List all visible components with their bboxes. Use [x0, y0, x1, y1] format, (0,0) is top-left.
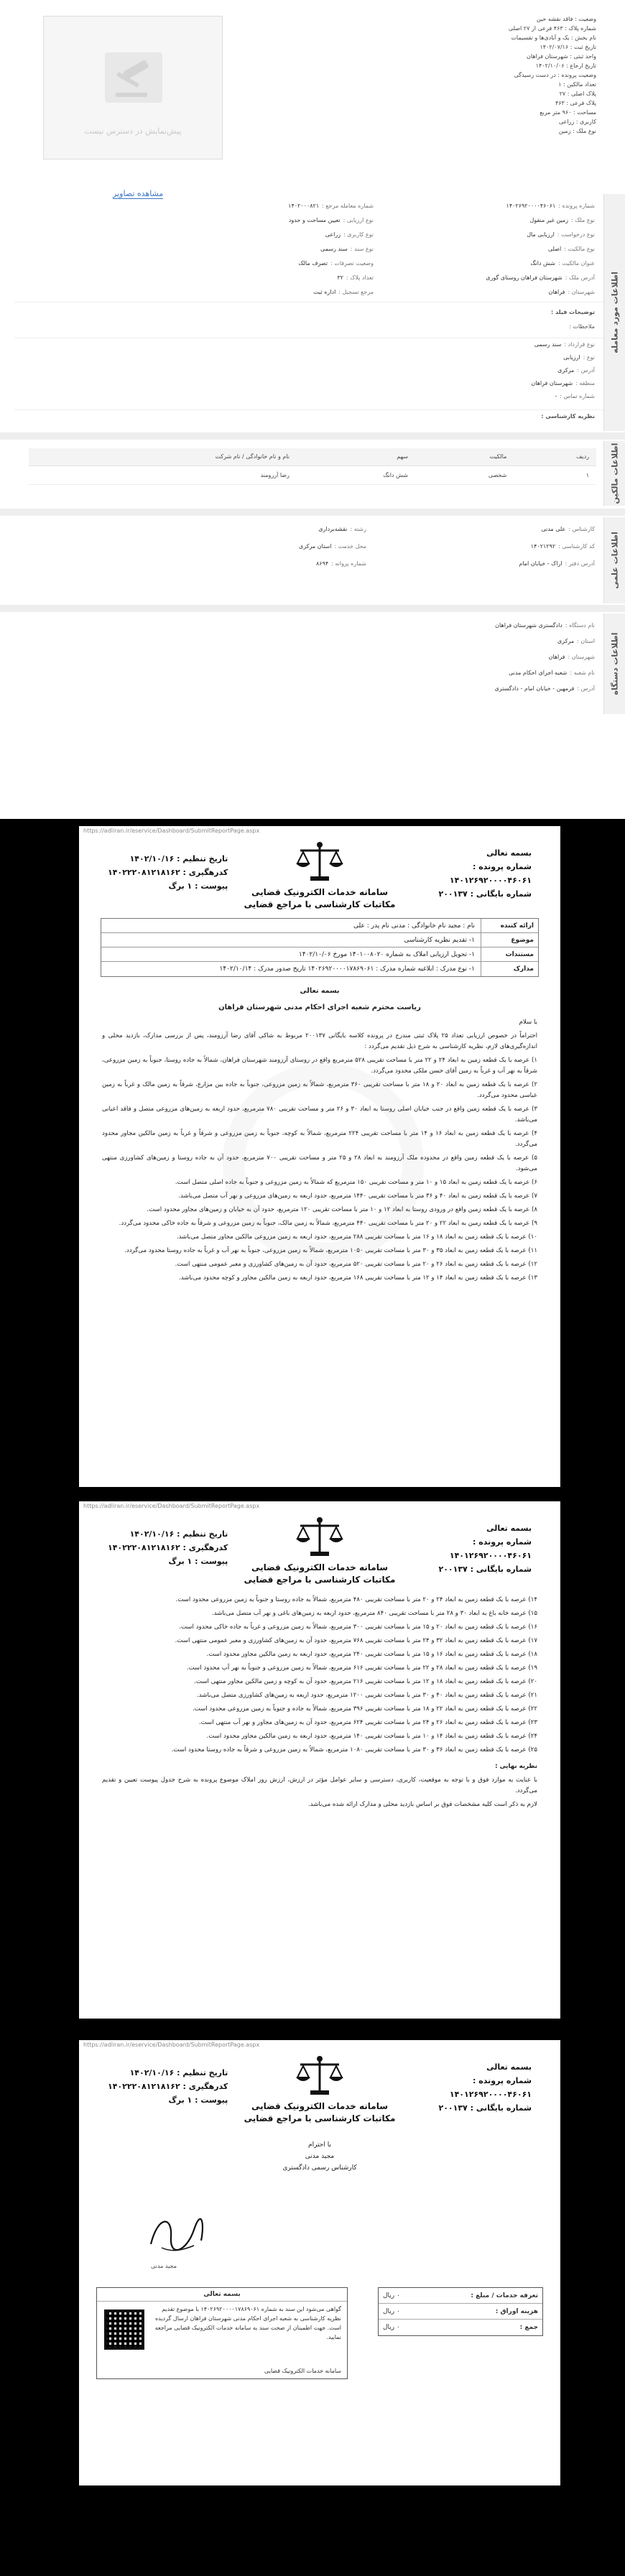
case-number-block — [438, 1521, 532, 1576]
field-label: نوع سند : — [350, 246, 374, 252]
letterhead — [79, 836, 560, 915]
report-item: ۲۰) عرصه با یک قطعه زمین به ابعاد ۱۸ و ۱۲ متر با مساحت تقریبی ۲۱۶ مترمربع، حدود آن به کوچه و زمین مالکین مجاور منتهی است. — [194, 1678, 537, 1685]
report-item: ۱۴) عرصه با یک قطعه زمین به ابعاد ۲۴ و ۲۰ متر با مساحت تقریبی ۴۸۰ مترمربع، شمالاً به جاده روستا و جنوباً به زمین مزروعی محدود است. — [175, 1596, 537, 1603]
letterhead-line: پیوست : ۱ برگ — [168, 2095, 228, 2105]
letterhead — [79, 2050, 560, 2129]
letterhead-line: شماره پرونده : — [473, 2076, 532, 2085]
property-field: تاریخ ارجاع : ۱۴۰۲/۱۰/۰۶ — [535, 62, 596, 69]
field-label: منطقه : — [575, 380, 595, 386]
case-info-sidebar-label: اطلاعات مورد معامله — [610, 272, 619, 353]
report-body — [79, 1590, 560, 1810]
meta-key: مستندات — [481, 948, 538, 961]
fee-value: ۰ ریال — [383, 2324, 400, 2331]
field-value: اصلی — [547, 246, 562, 252]
property-field: پلاک فرعی : ۴۶۳ — [555, 100, 596, 106]
property-field: تعداد مالکین : ۱ — [558, 81, 596, 88]
field-label: شماره پرونده : — [558, 203, 595, 209]
view-photos-link[interactable]: مشاهده تصاویر — [113, 189, 164, 198]
report-item: ۱۰) عرصه با یک قطعه زمین به ابعاد ۱۸ و ۱۶ متر با مساحت تقریبی ۲۸۸ مترمربع، حدود اربعه به زمین مزروعی مالکین مجاور متصل می‌باشد. — [176, 1233, 537, 1241]
letterhead-line: بسمه تعالی — [486, 2062, 532, 2072]
info-field — [486, 274, 595, 281]
info-field — [337, 274, 374, 281]
field-label: شماره معامله مرجع : — [322, 203, 374, 209]
agency-section — [0, 613, 603, 714]
closing-note: لازم به ذکر است کلیه مشخصات فوق بر اساس بازدید محلی و مدارک ارائه شده می‌باشد. — [307, 1801, 537, 1808]
field-value: تصرف مالک — [298, 260, 328, 267]
office-sidebar-label: اطلاعات علمی — [610, 532, 619, 589]
field-value: شهرستان فراهان روستای گوری — [486, 274, 562, 281]
report-item: ۲) عرصه با یک قطعه زمین به ابعاد ۲۰ و ۱۸ متر با مساحت تقریبی ۳۶۰ مترمربع، شمالاً به زمین مزروعی، جنوباً به جاده بین مزارع، شرقاً به زمین مالک و غرباً به زمین عباسی محدود می‌گردد. — [102, 1081, 538, 1099]
info-field — [316, 560, 366, 567]
info-field — [506, 203, 595, 209]
field-value: ۳۲ — [337, 274, 343, 281]
field-label: شهرستان : — [568, 654, 595, 660]
letterhead-line: ۱۴۰۱۲۶۹۲۰۰۰۰۴۶۰۶۱ — [449, 2090, 532, 2099]
property-field: شماره پلاک : ۴۶۳ فرعی از ۲۷ اصلی — [508, 25, 596, 32]
field-value: شهرستان فراهان — [531, 380, 573, 386]
field-label: شماره پروانه : — [331, 560, 366, 567]
meta-key: موضوع — [481, 933, 538, 947]
table-cell: رضا آرزومند — [29, 465, 297, 484]
info-field — [530, 217, 595, 223]
field-label: نام شعبه : — [570, 670, 595, 676]
section-divider — [0, 605, 625, 612]
judiciary-logo-block — [212, 1516, 427, 1586]
property-field: واحد ثبتی : شهرستان فراهان — [526, 53, 596, 60]
property-field: تاریخ ثبت : ۱۴۰۲/۰۷/۱۶ — [540, 44, 596, 50]
field-label: شماره تماس : — [560, 393, 595, 399]
letterhead-line: بسمه تعالی — [486, 848, 532, 858]
regards-text: با احترام — [308, 2141, 331, 2149]
info-field — [557, 367, 595, 374]
letterhead-line: پیوست : ۱ برگ — [168, 1557, 228, 1566]
report-item: ۱) عرصه با یک قطعه زمین به ابعاد ۲۴ و ۲۲ متر با مساحت تقریبی ۵۲۸ مترمربع واقع در روستای آرزومند شهرستان فراهان، شمالاً به جاده روستا، جنوباً به زمین مزروعی، شرقاً به نهر آب و غرباً به زمین آقای حسن ملکی محدود می‌گردد. — [102, 1057, 537, 1075]
office-section — [0, 517, 603, 603]
conclusion-title: نظریه نهایی : — [495, 1763, 537, 1770]
case-number-block — [438, 2060, 532, 2115]
column-header: نام و نام خانوادگی / نام شرکت — [29, 448, 297, 465]
organization-name: مکاتبات کارشناسی با مراجع قضایی — [244, 899, 396, 909]
judiciary-logo-block — [212, 840, 427, 911]
gavel-image-icon — [101, 45, 166, 110]
letterhead-line: تاریخ تنظیم : ۱۴۰۲/۱۰/۱۶ — [129, 1529, 228, 1539]
tracking-block — [108, 852, 228, 893]
report-item: ۱۸) عرصه با یک قطعه زمین به ابعاد ۱۶ و ۱۵ متر با مساحت تقریبی ۲۴۰ مترمربع، حدود اربعه به زمین مالکین مجاور محدود است. — [206, 1651, 537, 1658]
signer-name: مجید مدنی — [305, 2153, 335, 2160]
field-value: ۱۴۰۲۱۲۹۲ — [530, 543, 556, 550]
report-item: ۱۶) عرصه با یک قطعه زمین به ابعاد ۲۰ و ۱۵ متر با مساحت تقریبی ۳۰۰ مترمربع، شمالاً به زمین مزروعی و غرباً به جاده خاکی محدود است. — [179, 1623, 537, 1631]
case-number-block — [438, 846, 532, 901]
field-value: مرکزی — [557, 367, 575, 374]
field-value: شش دانگ — [530, 260, 555, 267]
field-value: - — [555, 393, 557, 399]
report-item: ۱۳) عرصه با یک قطعه زمین به ابعاد ۱۴ و ۱۲ متر با مساحت تقریبی ۱۶۸ مترمربع، حدود اربعه به زمین مالکین مجاور و کوچه محدود می‌باشد. — [178, 1274, 537, 1282]
info-field — [563, 354, 595, 361]
signature-text — [79, 2139, 560, 2174]
field-value: ۱۴۰۲۰۰۰۸۲۱ — [288, 203, 320, 209]
fee-value: ۰ ریال — [383, 2292, 400, 2299]
report-item: ۱۵) عرصه خانه باغ به ابعاد ۳۰ و ۲۸ متر با مساحت تقریبی ۸۴۰ مترمربع، حدود اربعه به زمین‌های باغی و نهر آب متصل می‌باشد. — [211, 1610, 537, 1617]
print-url: https://adliran.ir/eservice/Dashboard/SubmitReportPage.aspx — [83, 828, 260, 834]
field-value: ۱۴۰۲۶۹۲۰۰۰۰۴۶۰۶۱ — [506, 203, 556, 209]
field-value: ارزیابی مال — [527, 231, 555, 238]
meta-value: ۱- نوع مدرک : ابلاغیه شماره مدرک : ۱۴۰۲۶۹۲۰۰۰۰۱۷۸۶۹۰۶۱ تاریخ صدور مدرک : ۱۴۰۲/۱۰/۱۴ — [219, 965, 475, 973]
verification-text: گواهی می‌شود این سند به شماره ۱۴۰۲۶۹۲۰۰۰۰۱۷۸۶۹۰۶۱ با موضوع تقدیم نظریه کارشناسی به شعبه اجرای احکام مدنی شهرستان فراهان ارسال گردیده است. جهت اطمینان از صحت سند به سامانه خدمات الکترونیک قضایی مراجعه نمایید. — [154, 2306, 341, 2340]
watermark-seal — [223, 1063, 424, 1264]
tracking-block — [108, 2066, 228, 2107]
qr-code-icon — [104, 2309, 144, 2350]
field-label: عنوان مالکیت : — [557, 260, 595, 267]
owners-sidebar — [603, 441, 625, 506]
report-item: ۶) عرصه با یک قطعه زمین به ابعاد ۱۵ و ۱۰ متر و مساحت تقریبی ۱۵۰ مترمربع که شمالاً به زمین مزروعی و جنوباً به جاده اصلی متصل است. — [175, 1179, 537, 1186]
report-item: ۹) عرصه با یک قطعه زمین به ابعاد ۲۲ و ۲۰ متر با مساحت تقریبی ۴۴۰ مترمربع، شمالاً به زمین مالک، جنوباً به زمین مزروعی و شرقاً به جاده خاکی محدود می‌گردد. — [119, 1220, 537, 1227]
organization-name: مکاتبات کارشناسی با مراجع قضایی — [244, 1575, 396, 1585]
property-field: وضعیت : فاقد نقشه حین — [536, 16, 596, 22]
report-sheet-3 — [79, 2040, 560, 2485]
footer-boxes — [96, 2287, 543, 2388]
table-cell: شش دانگ — [297, 465, 415, 484]
fee-label: هزینه اوراق : — [495, 2307, 538, 2315]
meta-key: مدارک — [481, 962, 538, 976]
field-label: نوع ارزیابی : — [343, 217, 374, 223]
fee-value: ۰ ریال — [383, 2307, 400, 2315]
fee-row — [379, 2288, 542, 2304]
field-value: تعیین مساحت و حدود — [288, 217, 341, 223]
owners-table — [29, 448, 596, 485]
recipient-title: ریاست محترم شعبه اجرای احکام مدنی شهرستان فراهان — [218, 1004, 421, 1011]
info-field — [557, 638, 595, 644]
column-header: سهم — [297, 448, 415, 465]
field-value: شعبه اجرای احکام مدنی — [509, 670, 568, 676]
report-item: ۲۳) عرصه با یک قطعه زمین به ابعاد ۲۶ و ۲۴ متر با مساحت تقریبی ۶۲۴ مترمربع، حدود آن به زمین‌های مجاور و نهر آب منتهی است. — [198, 1719, 537, 1726]
letterhead-line: ۱۴۰۱۲۶۹۲۰۰۰۰۴۶۰۶۱ — [449, 876, 532, 885]
info-field — [298, 260, 374, 267]
intro-paragraph: احتراماً در خصوص ارزیابی تعداد ۲۵ پلاک ثبتی مندرج در پرونده کلاسه بایگانی ۲۰۰۱۳۷ مربوط به شاکی آقای رضا آرزومند، پس از بررسی مدارک، بازدید محلی و اندازه‌گیری‌های لازم، نظریه کارشناسی به شرح ذیل تقدیم می‌گردد : — [102, 1032, 537, 1050]
table-cell: ۱ — [514, 465, 596, 484]
letterhead-line: پیوست : ۱ برگ — [168, 881, 228, 891]
report-item: ۲۴) عرصه با یک قطعه زمین به ابعاد ۱۴ و ۱۰ متر با مساحت تقریبی ۱۴۰ مترمربع، حدود اربعه به زمین مالکین مجاور محدود است. — [206, 1733, 537, 1740]
info-field — [549, 654, 595, 660]
report-item: ۲۵) عرصه با یک قطعه زمین به ابعاد ۳۶ و ۳۰ متر با مساحت تقریبی ۱۰۸۰ مترمربع، شمالاً به زمین مزروعی و شرقاً به جاده روستا محدود است. — [171, 1746, 537, 1753]
agency-sidebar-label: اطلاعات دستگاه — [610, 632, 619, 695]
report-item: ۳) عرصه با یک قطعه زمین واقع در جنب خیابان اصلی روستا به ابعاد ۳۰ و ۲۶ متر و مساحت تقریبی ۷۸۰ مترمربع، حدود اربعه به زمین‌های مزروعی متصل و فاقد اعیانی می‌باشد. — [102, 1106, 537, 1123]
report-item: ۷) عرصه با یک قطعه زمین به ابعاد ۴۰ و ۳۶ متر با مساحت تقریبی ۱۴۴۰ مترمربع، حدود اربعه به زمین‌های مزروعی و نهر آب متصل می‌باشد. — [178, 1192, 537, 1200]
photo-unavailable-caption: پیش‌نمایش در دسترس نیست — [84, 126, 182, 136]
meta-value: ۱- تحویل ارزیابی املاک به شماره ۱۴۰۱۰۰۸۰۲۰ مورخ ۱۴۰۲/۱۰/۰۶ — [298, 950, 475, 958]
field-label: استان : — [577, 638, 595, 644]
section-divider — [0, 509, 625, 516]
scales-of-justice-icon — [293, 1516, 346, 1559]
field-label: نوع ملک : — [570, 217, 595, 223]
info-field — [509, 670, 595, 676]
office-sidebar — [603, 517, 625, 603]
organization-name: سامانه خدمات الکترونیک قضایی — [251, 887, 389, 897]
signer-title: کارشناس رسمی دادگستری — [282, 2164, 357, 2172]
field-label: نوع کاربری : — [343, 231, 374, 238]
field-value: استان مرکزی — [299, 543, 332, 550]
field-value: ۸۶۹۴ — [315, 560, 329, 567]
property-field: مساحت : ۹۶۰ متر مربع — [540, 109, 596, 116]
field-label: نوع قرارداد : — [564, 341, 595, 348]
report-items — [102, 1595, 537, 1756]
table-cell: شخصی — [415, 465, 514, 484]
field-value: سند رسمی — [534, 341, 562, 348]
info-field — [318, 526, 366, 532]
column-header: مالکیت — [415, 448, 514, 465]
agency-sidebar — [603, 613, 625, 714]
letterhead — [79, 1511, 560, 1590]
meta-row — [101, 948, 538, 962]
fee-label: جمع : — [519, 2324, 538, 2331]
info-field — [519, 560, 595, 567]
property-field: نوع ملک : زمین — [558, 128, 596, 134]
tracking-block — [108, 1527, 228, 1568]
report-item: ۵) عرصه با یک قطعه زمین واقع در محدوده ملک آرزومند به ابعاد ۲۸ و ۲۵ متر و مساحت تقریبی ۷۰۰ مترمربع، حدود آن به جاده روستا و زمین‌های کشاورزی منتهی می‌شود. — [102, 1154, 537, 1172]
info-field — [531, 543, 595, 550]
field-label: آدرس دفتر : — [565, 560, 595, 567]
meta-key: ارائه کننده — [481, 919, 538, 932]
letterhead-line: تاریخ تنظیم : ۱۴۰۲/۱۰/۱۶ — [129, 854, 228, 863]
field-label: نوع : — [583, 354, 595, 361]
expert-opinion-label: نظریه کارشناسی : — [541, 413, 595, 420]
field-value: مرکزی — [557, 638, 575, 644]
field-label: وضعیت تصرفات : — [330, 260, 374, 267]
field-label: نوع مالکیت : — [564, 246, 595, 252]
letterhead-line: شماره پرونده : — [473, 1537, 532, 1547]
field-label: کد کارشناسی : — [558, 543, 595, 550]
property-field: کاربری : زراعی — [558, 119, 596, 125]
row-divider — [14, 409, 603, 410]
field-value: فراهان — [548, 289, 565, 295]
meta-row — [101, 962, 538, 976]
fee-label: تعرفه خدمات / مبلغ : — [471, 2292, 538, 2299]
column-header: ردیف — [514, 448, 596, 465]
report-item: ۲۱) عرصه با یک قطعه زمین به ابعاد ۴۰ و ۳۰ متر با مساحت تقریبی ۱۲۰۰ مترمربع، حدود اربعه به زمین‌های کشاورزی متصل می‌باشد. — [197, 1692, 537, 1699]
report-item: ۱۱) عرصه با یک قطعه زمین به ابعاد ۳۵ و ۳۰ متر با مساحت تقریبی ۱۰۵۰ مترمربع، شمالاً به زمین مزروعی، جنوباً به نهر آب و غرباً به جاده روستا محدود می‌گردد. — [124, 1247, 537, 1254]
info-field — [527, 231, 595, 238]
field-value: زمین غیر منقول — [529, 217, 568, 223]
field-label: شهرستان : — [568, 289, 595, 295]
info-field — [530, 260, 595, 267]
info-field — [548, 246, 595, 252]
field-value: فراهان — [548, 654, 565, 660]
property-field: نام بخش : یک و آبادی‌ها و تقسیمات — [511, 34, 596, 41]
fee-row — [379, 2304, 542, 2320]
info-field — [534, 341, 595, 348]
report-sheet-2 — [79, 1501, 560, 2019]
info-field — [289, 217, 374, 223]
letterhead-line: شماره بایگانی : ۲۰۰۱۳۷ — [438, 2103, 532, 2113]
field-value: ارزیابی — [563, 354, 580, 361]
scales-of-justice-icon — [293, 2054, 346, 2098]
submission-meta-table — [101, 918, 539, 977]
info-field — [320, 246, 374, 252]
info-field — [313, 289, 374, 295]
field-label: آدرس : — [577, 685, 595, 692]
property-field: پلاک اصلی : ۲۷ — [559, 91, 596, 97]
report-sheet-1 — [79, 826, 560, 1487]
fee-row — [379, 2320, 542, 2335]
field-value: اراک - خیابان امام — [519, 560, 562, 567]
print-url: https://adliran.ir/eservice/Dashboard/SubmitReportPage.aspx — [83, 1503, 260, 1509]
judiciary-logo-block — [212, 2054, 427, 2125]
case-details-panel — [0, 0, 625, 819]
signature-caption: مجید مدنی — [151, 2263, 177, 2269]
table-row[interactable] — [29, 465, 596, 484]
owners-sidebar-label: اطلاعات مالکین — [610, 443, 619, 504]
field-label: نام دستگاه : — [565, 622, 595, 629]
property-field: وضعیت پرونده : در دست رسیدگی — [514, 72, 596, 78]
section-divider — [0, 432, 625, 440]
case-info-sidebar — [603, 194, 625, 431]
info-field — [299, 543, 366, 550]
field-label: محل خدمت : — [334, 543, 366, 550]
field-value: علی مدنی — [541, 526, 566, 532]
field-label: آدرس : — [577, 367, 595, 374]
field-label: نوع درخواست : — [557, 231, 595, 238]
info-field — [549, 289, 595, 295]
case-info-section — [0, 194, 603, 431]
report-item: ۱۲) عرصه با یک قطعه زمین به ابعاد ۲۶ و ۲۰ متر با مساحت تقریبی ۵۲۰ مترمربع، حدود آن به زمین‌های کشاورزی و معبر عمومی منتهی است. — [175, 1261, 537, 1268]
field-value: دادگستری شهرستان فراهان — [495, 622, 562, 629]
letterhead-line: شماره بایگانی : ۲۰۰۱۳۷ — [438, 889, 532, 899]
field-value: زراعی — [325, 231, 341, 238]
field-label: کارشناس : — [568, 526, 595, 532]
letterhead-line: شماره پرونده : — [473, 862, 532, 871]
field-value: سند رسمی — [320, 246, 348, 252]
field-value: نقشه‌برداری — [318, 526, 348, 532]
print-url: https://adliran.ir/eservice/Dashboard/SubmitReportPage.aspx — [83, 2042, 260, 2048]
signature-area — [79, 2129, 560, 2287]
info-field — [531, 380, 595, 386]
field-label: آدرس ملک : — [565, 274, 595, 281]
fees-box — [378, 2287, 543, 2336]
report-item: ۴) عرصه با یک قطعه زمین به ابعاد ۱۶ و ۱۴ متر با مساحت تقریبی ۲۲۴ مترمربع، شمالاً به کوچه، جنوباً به زمین مزروعی و شرقاً و غرباً به زمین مالکین مجاور محدود می‌گردد. — [102, 1130, 537, 1148]
field-label: رشته : — [350, 526, 366, 532]
field-label: مرجع تسجیل : — [338, 289, 374, 295]
verification-title: بسمه تعالی — [97, 2288, 347, 2302]
property-photo-placeholder — [43, 16, 223, 159]
verification-box — [96, 2287, 348, 2379]
organization-name: سامانه خدمات الکترونیک قضایی — [251, 1562, 389, 1572]
info-field — [288, 203, 374, 209]
meta-row — [101, 933, 538, 948]
report-item: ۲۲) عرصه با یک قطعه زمین به ابعاد ۲۲ و ۱۸ متر با مساحت تقریبی ۳۹۶ مترمربع، شمالاً به جاده و جنوباً به زمین مزروعی محدود است. — [192, 1705, 537, 1713]
report-item: ۱۷) عرصه با یک قطعه زمین به ابعاد ۳۲ و ۲۴ متر با مساحت تقریبی ۷۶۸ مترمربع، حدود آن به زمین‌های کشاورزی و معبر عمومی منتهی است. — [175, 1637, 537, 1644]
meta-value: ۱- تقدیم نظریه کارشناسی — [404, 936, 475, 944]
info-field — [495, 622, 595, 629]
handwritten-signature — [144, 2208, 208, 2258]
info-field — [555, 393, 595, 399]
letterhead-line: تاریخ تنظیم : ۱۴۰۲/۱۰/۱۶ — [129, 2068, 228, 2077]
letterhead-line: کدرهگیری : ۱۴۰۲۲۲۰۸۱۲۱۸۱۶۲ — [108, 868, 228, 877]
field-value: فرمهین - خیابان امام - دادگستری — [494, 685, 575, 692]
meta-row — [101, 919, 538, 933]
greeting: با سلام — [519, 1019, 537, 1026]
letterhead-line: کدرهگیری : ۱۴۰۲۲۲۰۸۱۲۱۸۱۶۲ — [108, 2082, 228, 2091]
notes-title: توضیحات فیلد : — [551, 309, 595, 315]
letterhead-line: ۱۴۰۱۲۶۹۲۰۰۰۰۴۶۰۶۱ — [449, 1551, 532, 1560]
letterhead-line: بسمه تعالی — [486, 1524, 532, 1533]
letterhead-line: شماره بایگانی : ۲۰۰۱۳۷ — [438, 1565, 532, 1574]
field-value: اداره ثبت — [313, 289, 336, 295]
meta-value: نام : مجید نام خانوادگی : مدنی نام پدر : علی — [353, 922, 475, 930]
notes-line: ملاحظات : — [569, 323, 595, 330]
organization-name: مکاتبات کارشناسی با مراجع قضایی — [244, 2113, 396, 2123]
top-field-list — [266, 14, 596, 136]
field-label: تعداد پلاک : — [346, 274, 374, 281]
report-item: ۸) عرصه با یک قطعه زمین واقع در ورودی روستا به ابعاد ۱۲ و ۱۰ متر با مساحت تقریبی ۱۲۰ مترمربع، حدود آن به خیابان و زمین‌های مجاور محدود است. — [147, 1206, 537, 1213]
conclusion-paragraph: با عنایت به موارد فوق و با توجه به موقعیت، کاربری، دسترسی و سایر عوامل مؤثر در ارزش، ارزش روز املاک موضوع پرونده به شرح جدول پیوست تعیین و تقدیم می‌گردد. — [102, 1776, 537, 1794]
organization-name: سامانه خدمات الکترونیک قضایی — [251, 2101, 389, 2111]
scales-of-justice-icon — [293, 840, 346, 884]
verification-footer: سامانه خدمات الکترونیک قضایی — [264, 2368, 341, 2374]
letterhead-line: کدرهگیری : ۱۴۰۲۲۲۰۸۱۲۱۸۱۶۲ — [108, 1543, 228, 1552]
report-item: ۱۹) عرصه با یک قطعه زمین به ابعاد ۲۸ و ۲۲ متر با مساحت تقریبی ۶۱۶ مترمربع، شمالاً به زمین مزروعی و جنوباً به نهر آب محدود است. — [186, 1664, 537, 1672]
info-field — [325, 231, 374, 238]
info-field — [495, 685, 595, 692]
info-field — [541, 526, 595, 532]
salutation: بسمه تعالی — [300, 987, 340, 995]
